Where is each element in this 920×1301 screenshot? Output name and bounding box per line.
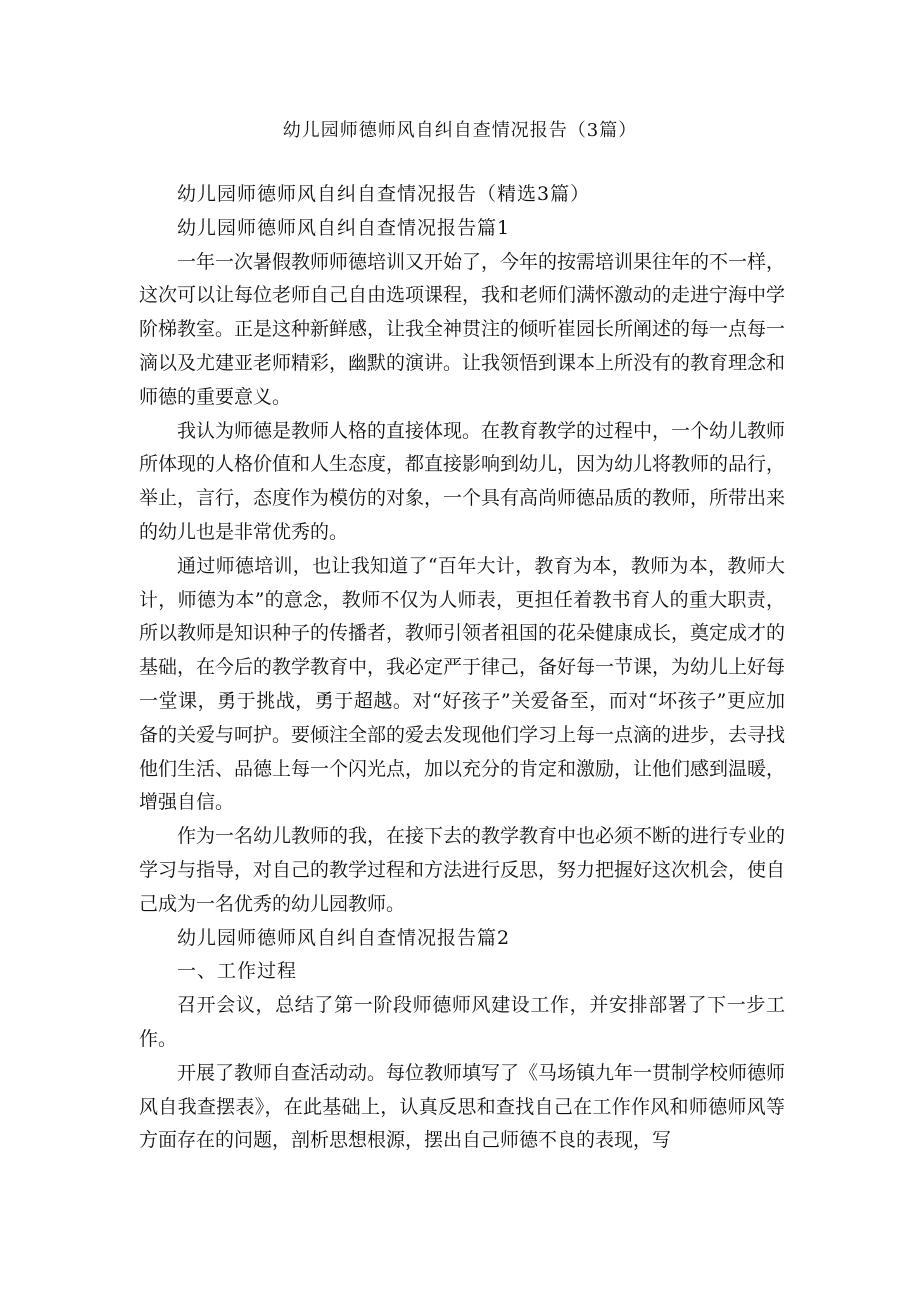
body-paragraph: 通过师德培训，也让我知道了“百年大计，教育为本，教师为本，教师大计，师德为本”的意念，教师不仅为人师表，更担任着教书育人的重大职责，所以教师是知识种子的传播者，教师引领者祖国的花朵健康成长，奠定成才的基础，在今后的教学教育中，我必定严于律己，备好每一节课，为幼儿上好每一堂课，勇于挑战，勇于超越。对“好孩子”关爱备至，而对“坏孩子”更应加备的关爱与呵护。要倾注全部的爱去发现他们学习上每一点滴的进步，去寻找他们生活、品德上每一个闪光点，加以充分的肯定和激励，让他们感到温暖，增强自信。 <box>139 554 786 814</box>
document-body <box>139 178 785 1158</box>
subtitle-paragraph: 幼儿园师德师风自纠自查情况报告（精选3篇） <box>177 183 591 205</box>
section-heading-1: 幼儿园师德师风自纠自查情况报告篇1 <box>177 216 511 239</box>
document-title: 幼儿园师德师风自纠自查情况报告（3篇） <box>282 120 638 141</box>
body-paragraph: 开展了教师自查活动动。每位教师填写了《马场镇九年一贯制学校师德师风自我查摆表》，在此基础上，认真反思和查找自己在工作作风和师德师风等方面存在的问题，剖析思想根源，摆出自己师德不良的表现，写 <box>139 1061 786 1152</box>
body-paragraph: 作为一名幼儿教师的我，在接下去的教学教育中也必须不断的进行专业的学习与指导，对自己的教学过程和方法进行反思，努力把握好这次机会，使自己成为一名优秀的幼儿园教师。 <box>139 825 786 915</box>
body-paragraph: 我认为师德是教师人格的直接体现。在教育教学的过程中，一个幼儿教师所体现的人格价值和人生态度，都直接影响到幼儿，因为幼儿将教师的品行，举止，言行，态度作为模仿的对象，一个具有高尚师德品质的教师，所带出来的幼儿也是非常优秀的。 <box>139 419 786 543</box>
subheading-work-process: 一、工作过程 <box>177 960 298 983</box>
section-heading-2: 幼儿园师德师风自纠自查情况报告篇2 <box>177 926 511 949</box>
body-paragraph: 召开会议，总结了第一阶段师德师风建设工作，并安排部署了下一步工作。 <box>139 994 785 1050</box>
body-paragraph: 一年一次暑假教师师德培训又开始了，今年的按需培训果往年的不一样，这次可以让每位老师自己自由选项课程，我和老师们满怀激动的走进宁海中学阶梯教室。正是这种新鲜感，让我全神贯注的倾听崔园长所阐述的每一点每一滴以及尤建亚老师精彩，幽默的演讲。让我领悟到课本上所没有的教育理念和师德的重要意义。 <box>139 250 786 408</box>
